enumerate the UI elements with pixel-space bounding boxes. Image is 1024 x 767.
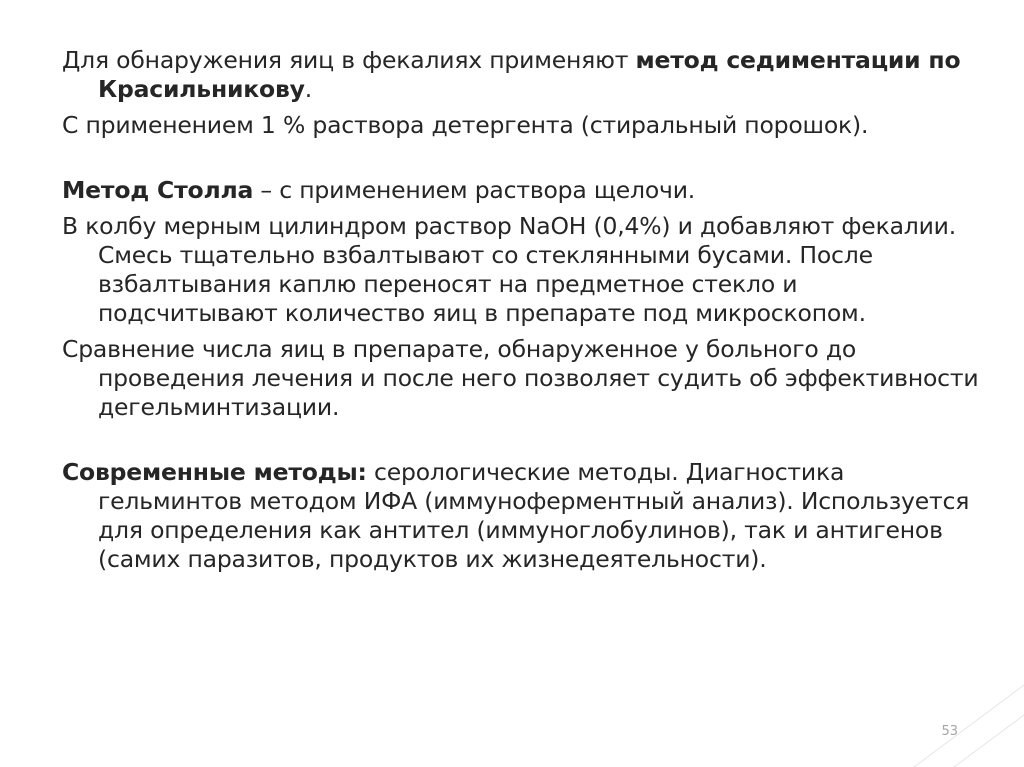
paragraph-text: – с применением раствора щелочи. — [253, 176, 696, 204]
paragraph-comparison — [62, 335, 982, 422]
paragraph-text: В колбу мерным цилиндром раствор NaOH (0,4%) и добавляют фекалии. Смесь тщательно взбалтывают со стеклянными бусами. После взбалтывания каплю переносят на предметное стекло и подсчитывают количество яиц в препарате под микроскопом. — [62, 212, 956, 327]
paragraph-bold-term: Метод Столла — [62, 176, 254, 204]
paragraph-bold-term: метод седиментации по Красильникову — [98, 46, 961, 103]
paragraph-text: серологические методы. Диагностика гельминтов методом ИФА (иммуноферментный анализ). Используется для определения как антител (иммуноглобулинов), так и антигенов (самих паразитов, продуктов их жизнедеятельности). — [98, 458, 970, 573]
paragraph-tail: . — [304, 75, 313, 103]
paragraph-detergent — [62, 111, 982, 140]
slide-body — [62, 46, 982, 574]
paragraph-bold-term: Современные методы: — [62, 458, 367, 486]
paragraph-modern-methods — [62, 458, 982, 574]
paragraph-text: С применением 1 % раствора детергента (стиральный порошок). — [62, 111, 869, 139]
paragraph-text: Для обнаружения яиц в фекалиях применяют — [62, 46, 636, 74]
paragraph-text: Сравнение числа яиц в препарате, обнаруженное у больного до проведения лечения и после него позволяет судить об эффективности дегельминтизации. — [62, 335, 979, 421]
page-number: 53 — [941, 724, 958, 739]
paragraph-sedimentation — [62, 46, 982, 104]
corner-decoration — [884, 677, 1024, 767]
paragraph-stoll-method — [62, 176, 982, 205]
paragraph-flask-procedure — [62, 212, 982, 328]
